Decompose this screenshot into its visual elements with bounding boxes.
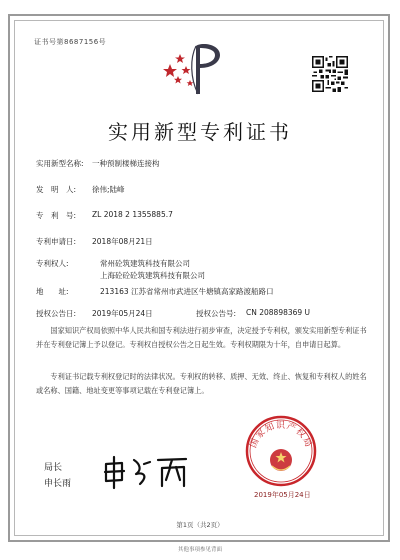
patent-number-label: 专 利 号: [36,211,77,220]
patentee-label: 专利权人: [36,259,69,268]
filing-date-value: 2018年08月21日 [92,237,153,246]
official-seal-icon [244,414,318,488]
address-label: 地 址: [36,287,69,296]
cnipa-logo-icon [160,38,234,100]
grant-date-label: 授权公告日: [36,309,77,318]
qr-code-icon [312,56,348,92]
footer-note: 其他事项参见背面 [177,547,222,553]
utility-name-value: 一种预制楼梯连接构 [92,159,160,168]
paragraph-2: 专利证书记载专利权登记时的法律状况。专利权的转移、质押、无效、终止、恢复和专利权人的姓名或名称、国籍、地址变更等事项记载在专利登记簿上。 [36,372,367,395]
patent-number-value: ZL 2018 2 1355885.7 [92,210,173,219]
certificate-number: 证书号第8687156号 [34,38,107,46]
address-value: 213163 江苏省常州市武进区牛塘镇高家路渡船路口 [100,287,274,296]
patentee-value-1: 常州砼筑建筑科技有限公司 [100,259,190,268]
utility-name-label: 实用新型名称: [36,159,84,168]
patentee-value-2: 上海砼砼砼筑建筑科技有限公司 [100,271,205,280]
grant-number-value: CN 208898369 U [246,308,311,317]
certificate-title: 实用新型专利证书 [108,120,292,144]
svg-text:国家知识产权局: 国家知识产权局 [248,421,314,450]
seal-date: 2019年05月24日 [254,491,311,499]
filing-date-label: 专利申请日: [36,237,77,246]
director-name: 申长雨 [44,479,72,489]
page-number: 第1页（共2页） [176,521,224,529]
inventor-value: 徐伟;陆峰 [92,185,125,194]
grant-number-label: 授权公告号: [196,309,237,318]
grant-date-value: 2019年05月24日 [92,309,153,318]
director-title: 局长 [44,463,63,473]
director-signature-icon [100,454,196,490]
paragraph-1: 国家知识产权局依照中华人民共和国专利法进行初步审查，决定授予专利权，颁发实用新型专利证书并在专利登记簿上予以登记。专利权自授权公告之日起生效。专利权期限为十年，自申请日起算。 [36,326,367,349]
inventor-label: 发 明 人: [36,185,77,194]
